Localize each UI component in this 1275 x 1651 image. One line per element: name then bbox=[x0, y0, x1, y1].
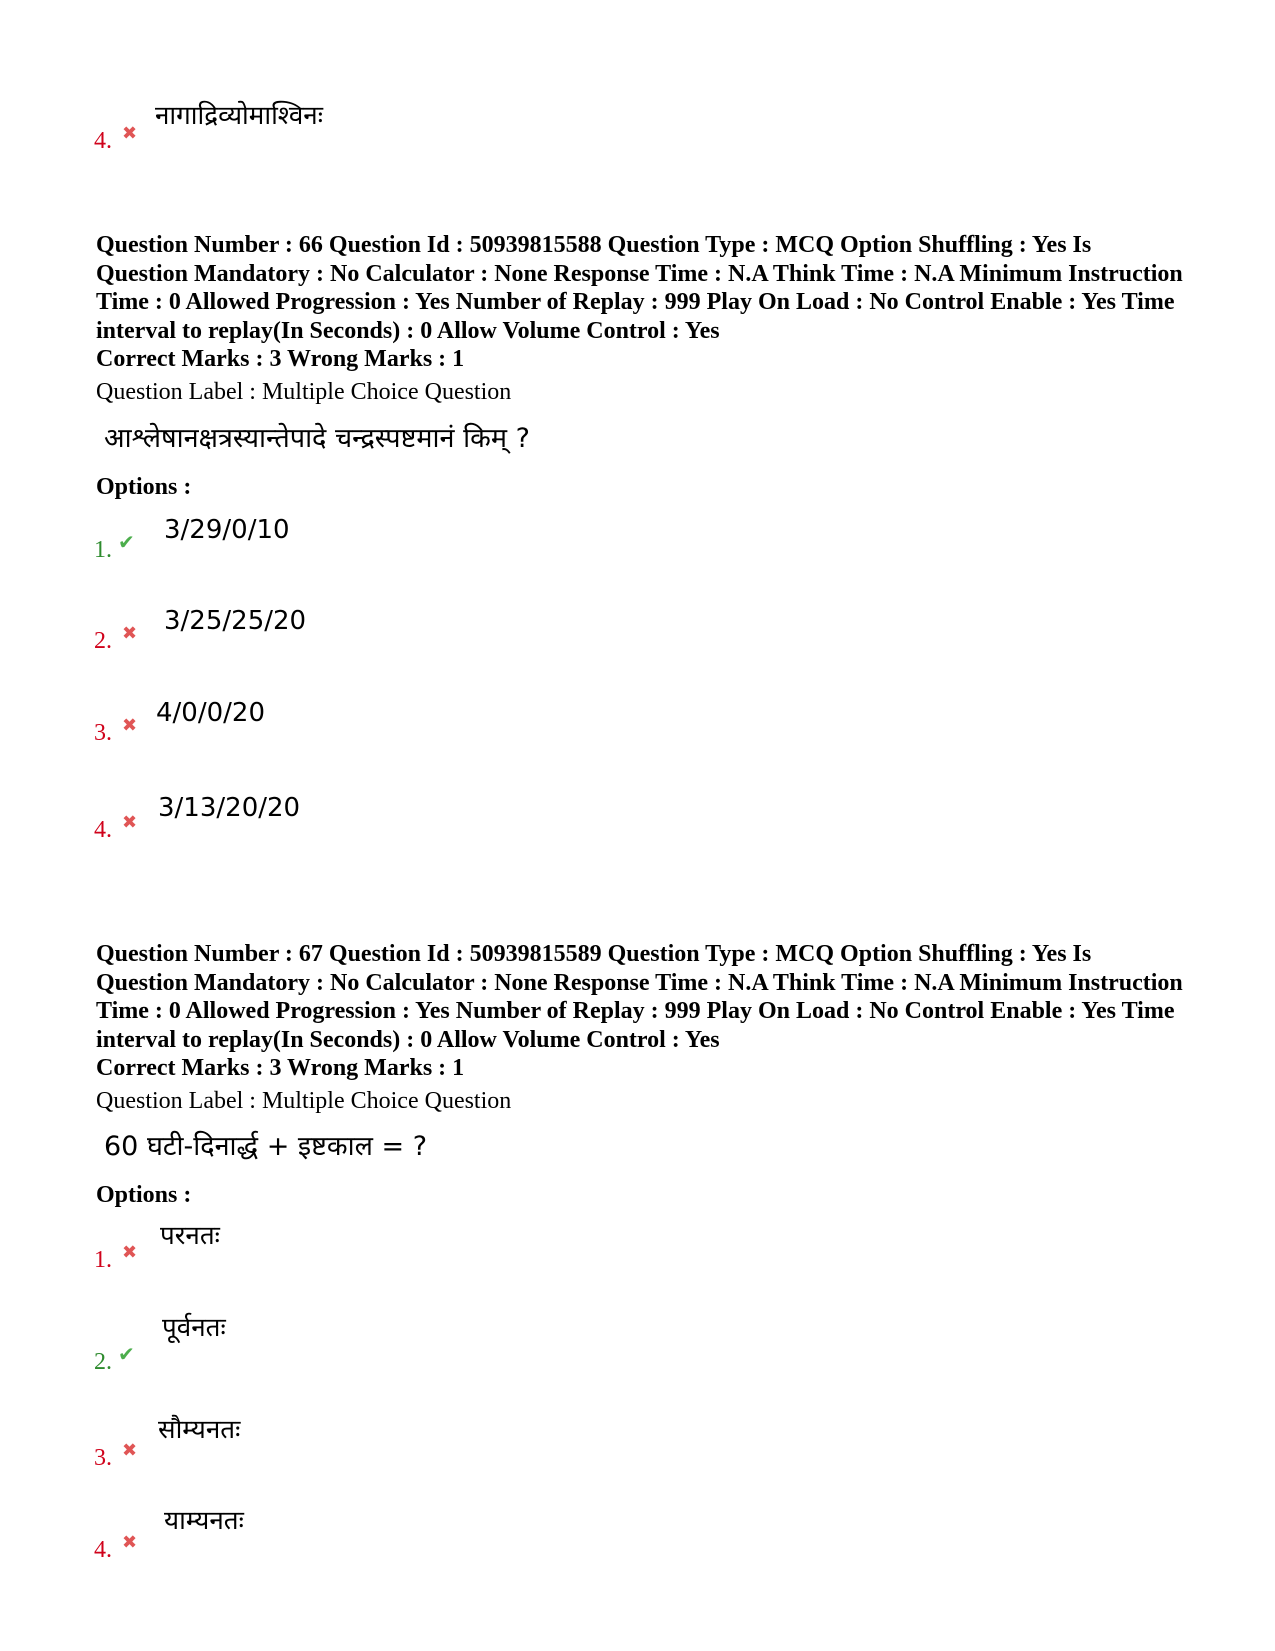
question-marks: Correct Marks : 3 Wrong Marks : 1 bbox=[96, 1055, 465, 1081]
question-marks: Correct Marks : 3 Wrong Marks : 1 bbox=[96, 346, 465, 372]
question-label: Question Label : Multiple Choice Question bbox=[96, 1088, 512, 1114]
option-text: 4/0/0/20 bbox=[156, 698, 265, 728]
cross-icon: ✖ bbox=[122, 123, 138, 144]
check-icon: ✔ bbox=[118, 530, 135, 554]
check-icon: ✔ bbox=[118, 1342, 135, 1366]
question-label: Question Label : Multiple Choice Question bbox=[96, 379, 512, 405]
option-number: 1. bbox=[94, 537, 112, 563]
option-text: 3/13/20/20 bbox=[158, 793, 301, 823]
option-number: 3. bbox=[94, 1445, 112, 1471]
question-meta: Question Number : 66 Question Id : 50939815588 Question Type : MCQ Option Shuffling : Yes Is Question Mandatory : No Calculator : None Response Time : N.A Think Time : N.A Minimum Instruction Time : 0 Allowed Progression : Yes Number of Replay : 999 Play On Load : No Control Enable : Yes Time interval to replay(In Seconds) : 0 Allow Volume Control : Yes bbox=[96, 232, 1183, 344]
option-number: 2. bbox=[94, 1349, 112, 1375]
options-heading: Options : bbox=[96, 474, 192, 500]
option-text: 3/25/25/20 bbox=[164, 606, 307, 636]
cross-icon: ✖ bbox=[122, 1532, 138, 1553]
option-text: नागाद्रिव्योमाश्विनः bbox=[155, 101, 323, 131]
cross-icon: ✖ bbox=[122, 715, 138, 736]
options-heading: Options : bbox=[96, 1182, 192, 1208]
cross-icon: ✖ bbox=[122, 623, 138, 644]
cross-icon: ✖ bbox=[122, 1440, 138, 1461]
question-text: आश्लेषानक्षत्रस्यान्तेपादे चन्द्रस्पष्टमानं किम् ? bbox=[104, 423, 530, 454]
option-text: 3/29/0/10 bbox=[164, 515, 290, 545]
question-meta: Question Number : 67 Question Id : 50939815589 Question Type : MCQ Option Shuffling : Yes Is Question Mandatory : No Calculator : None Response Time : N.A Think Time : N.A Minimum Instruction Time : 0 Allowed Progression : Yes Number of Replay : 999 Play On Load : No Control Enable : Yes Time interval to replay(In Seconds) : 0 Allow Volume Control : Yes bbox=[96, 941, 1183, 1053]
cross-icon: ✖ bbox=[122, 812, 138, 833]
option-text: सौम्यनतः bbox=[158, 1415, 241, 1445]
option-text: पूर्वनतः bbox=[162, 1313, 226, 1343]
option-number: 4. bbox=[94, 817, 112, 843]
option-number: 4. bbox=[94, 1537, 112, 1563]
option-number: 3. bbox=[94, 720, 112, 746]
option-text: परनतः bbox=[160, 1221, 220, 1251]
option-number: 2. bbox=[94, 628, 112, 654]
option-number: 4. bbox=[94, 128, 112, 154]
cross-icon: ✖ bbox=[122, 1242, 138, 1263]
question-text: 60 घटी-दिनार्द्ध + इष्टकाल = ? bbox=[104, 1131, 428, 1162]
option-text: याम्यनतः bbox=[164, 1506, 244, 1536]
option-number: 1. bbox=[94, 1247, 112, 1273]
